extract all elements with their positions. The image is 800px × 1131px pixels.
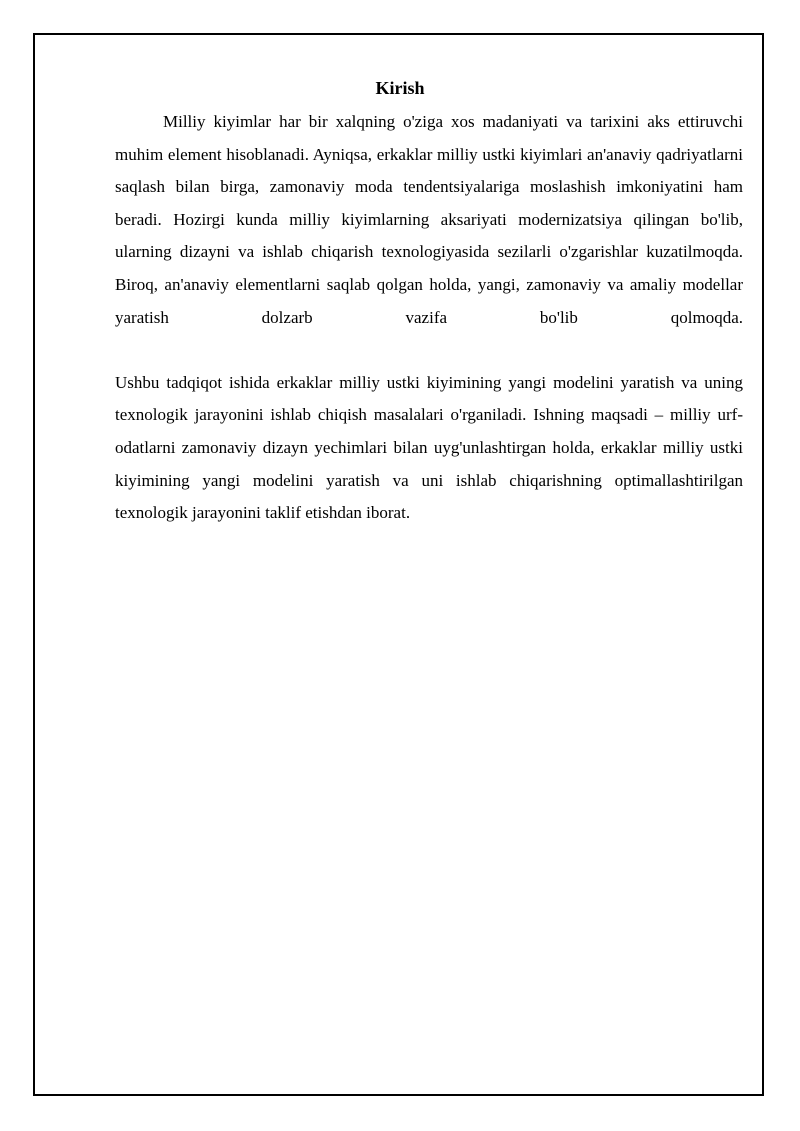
document-body	[115, 106, 743, 530]
paragraph-introduction: Milliy kiyimlar har bir xalqning o'ziga xos madaniyati va tarixini aks ettiruvchi muhim element hisoblanadi. Ayniqsa, erkaklar milliy ustki kiyimlari an'anaviy qadriyatlarni saqlash bilan birga, zamonaviy moda tendentsiyalariga moslashish imkoniyatini ham beradi. Hozirgi kunda milliy kiyimlarning aksariyati modernizatsiya qilingan bo'lib, ularning dizayni va ishlab chiqarish texnologiyasida sezilarli o'zgarishlar kuzatilmoqda. Biroq, an'anaviy elementlarni saqlab qolgan holda, yangi, zamonaviy va amaliy modellar yaratish dolzarb vazifa bo'lib qolmoqda.	[115, 112, 743, 327]
section-heading: Kirish	[375, 78, 425, 98]
paragraph-research-goal: Ushbu tadqiqot ishida erkaklar milliy ustki kiyimining yangi modelini yaratish va uning texnologik jarayonini ishlab chiqish masalalari o'rganiladi. Ishning maqsadi – milliy urf-odatlarni zamonaviy dizayn yechimlari bilan uyg'unlashtirgan holda, erkaklar milliy ustki kiyimining yangi modelini yaratish va uni ishlab chiqarishning optimallashtirilgan texnologik jarayonini taklif etishdan iborat.	[115, 372, 743, 523]
